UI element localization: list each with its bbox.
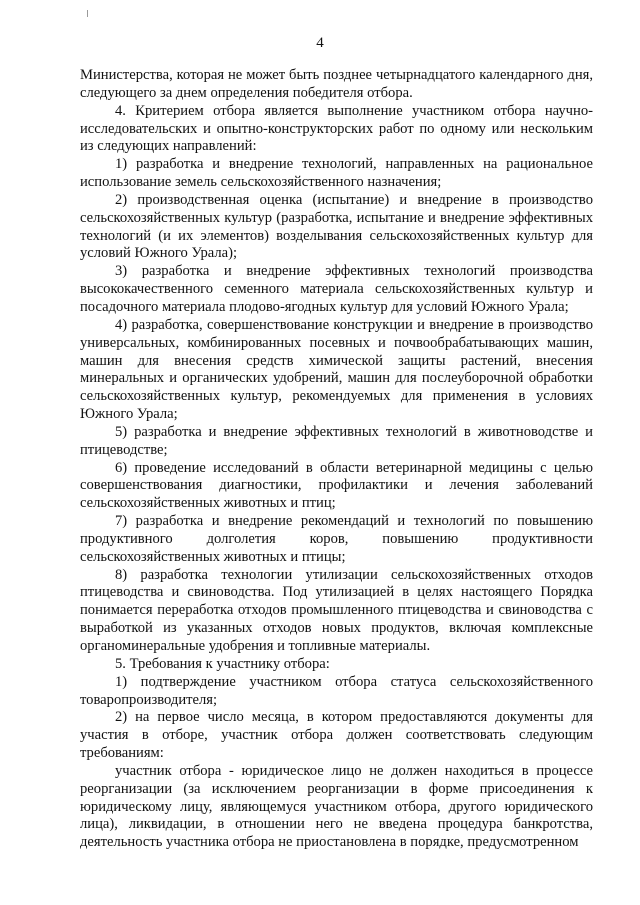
scan-artifact-mark <box>87 10 88 17</box>
page-number: 4 <box>316 35 324 51</box>
list-item-direction-8: 8) разработка технологии утилизации сельскохозяйственных отходов птицеводства и свиноводства. Под утилизацией в целях настоящего Порядка понимается переработка отходов промышленного птицеводства и свиноводства с выработкой из указанных отходов новых продуктов, включая комплексные органоминеральные удобрения и топливные материалы. <box>80 566 593 654</box>
list-item-direction-3: 3) разработка и внедрение эффективных технологий производства высококачественного семенного материала сельскохозяйственных культур и посадочного материала плодово-ягодных культур для условий Южного Урала; <box>80 263 593 315</box>
list-item-direction-6: 6) проведение исследований в области ветеринарной медицины с целью совершенствования диагностики, профилактики и лечения заболеваний сельскохозяйственных животных и птиц; <box>80 459 593 512</box>
list-item-direction-7: 7) разработка и внедрение рекомендаций и технологий по повышению продуктивного долголетия коров, повышению продуктивности сельскохозяйственных животных и птицы; <box>80 513 593 565</box>
list-item-direction-4: 4) разработка, совершенствование конструкции и внедрение в производство универсальных, комбинированных посевных и почвообрабатывающих машин, машин для внесения средств химической защиты растений, внесения минеральных и органических удобрений, машин для послеуборочной обработки сельскохозяйственных культур, рекомендуемых для применения в условиях Южного Урала; <box>80 316 593 423</box>
list-item-requirement-1: 1) подтверждение участником отбора статуса сельскохозяйственного товаропроизводителя; <box>80 673 593 708</box>
document-body <box>80 67 593 852</box>
paragraph-selection-criterion: 4. Критерием отбора является выполнение участником отбора научно-исследовательских и опытно-конструкторских работ по одному или нескольким из следующих направлений: <box>80 102 593 155</box>
list-item-requirement-2: 2) на первое число месяца, в котором предоставляются документы для участия в отборе, участник отбора должен соответствовать следующим требованиям: <box>80 709 593 762</box>
list-item-direction-1: 1) разработка и внедрение технологий, направленных на рациональное использование земель сельскохозяйственного назначения; <box>80 156 593 191</box>
paragraph-legal-entity-condition: участник отбора - юридическое лицо не должен находиться в процессе реорганизации (за исключением реорганизации в форме присоединения к юридическому лицу, являющемуся участником отбора, другого юридического лица), ликвидации, в отношении него не введена процедура банкротства, деятельность участника отбора не приостановлена в порядке, предусмотренном <box>80 762 593 851</box>
paragraph-ministry-deadline: Министерства, которая не может быть позднее четырнадцатого календарного дня, следующего за днем определения победителя отбора. <box>80 67 593 101</box>
list-item-direction-5: 5) разработка и внедрение эффективных технологий в животноводстве и птицеводстве; <box>80 423 593 458</box>
paragraph-participant-requirements: 5. Требования к участнику отбора: <box>115 655 330 672</box>
list-item-direction-2: 2) производственная оценка (испытание) и внедрение в производство сельскохозяйственных культур (разработка, испытание и внедрение эффективных технологий (и их элементов) возделывания сельскохозяйственных культур для условий Южного Урала); <box>80 191 593 262</box>
